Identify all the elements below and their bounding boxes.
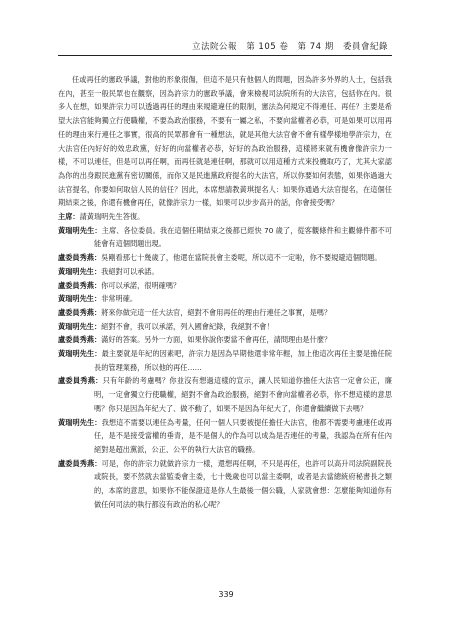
continuation-paragraph — [58, 73, 392, 210]
speech-text: 吳剛看那七十幾歲了，他還在當院長會主委呢，所以這不一定啦，你不要規避這個問題。 — [101, 253, 382, 263]
speaker-label: 黃瑞明先生： — [58, 225, 102, 235]
speech-paragraph — [58, 224, 392, 251]
speech-text: 我想這不需要以連任為考量，任何一個人只要被提任擔任大法官，他都不需要考慮連任或再任，是不是接受當權的垂青，是不是個人的作為可以成為是否連任的考量，我認為在所有任內絕對是超出黨派，公正、公平的執行大法官的職務。 — [94, 417, 392, 454]
speech-text: 可是，你的許宗力就做許宗力一樣，還想再任啊，不只是再任，也許可以高升司法院副院長或院長，要不然就去當監委會主委，七十幾歲也可以當主委啊，或者是去當總統府秘書長之類的，本席的意思，如果你不能保證這是你人生最後一個公職，人家就會想：怎麼能夠知道你有做任何司法的執行都沒有政治的私心呢？ — [94, 458, 392, 509]
speech-paragraph — [58, 265, 392, 279]
speaker-label: 盧委員秀燕： — [58, 280, 102, 290]
speech-paragraph — [58, 306, 392, 320]
speaker-label: 黃瑞明先生： — [58, 321, 102, 331]
speech-text: 任或再任的憲政爭議，對他的形象很傷，但這不是只有他個人的問題，因為許多外界的人士，包括我在內，甚至一般民眾也在觀察，因為許宗力的憲政爭議，會來檢視司法院所有的大法官，包括你在內。很多人在想，如果許宗力可以透過再任的理由來規避違任的限制，憲法為何規定不得連任、再任？主要是希望大法官能夠獨立行使職權，不要為政治服務，不要有一屬之私，不要向當權者必恭，可是如果可以用再任的理由來行連任之事實，很高的民眾都會有一種想法，就是其他大法官會不會有樣學樣地學許宗力，在大法官任內好好的效忠政黨，好好的向當權者必恭，好好的為政治服務，這樣將來就有機會像許宗力一樣，不可以連任，但是可以再任啊，而再任就是連任啊，那就可以用這種方式來投機取巧了，尤其大家認為你的出身跟民進黨有密切關係，而你又是民進黨政府提名的大法官，所以你要如何表態，如果你過過大法官提名，你要如何取信人民的信任？因此，本席想請教黃琪提名人：如果你通過大法官提名，在這個任期結束之後，你還有機會再任，就像許宗力一樣，如果可以步步高升的話，你會接受嗎？ — [58, 75, 392, 208]
speech-paragraph — [58, 347, 392, 374]
speech-text: 我絕對可以承諾。 — [101, 266, 159, 276]
speech-text: 將來你做完這一任大法官，絕對不會用再任的理由行連任之事實，是嗎？ — [101, 307, 332, 317]
speech-text: 請黃瑞明先生答復。 — [79, 212, 145, 222]
speaker-label: 盧委員秀燕： — [58, 458, 102, 468]
issue-number: 第 74 期 — [297, 42, 334, 52]
header-rule — [58, 55, 392, 56]
section-title: 委員會紀錄 — [342, 42, 388, 52]
speech-text: 滿好的答案。另外一方面，如果你說你要當不會再任，請問理由是什麼？ — [101, 335, 332, 345]
speaker-label: 黃瑞明先生： — [58, 349, 102, 359]
speech-paragraph — [58, 292, 392, 306]
speaker-label: 盧委員秀燕： — [58, 253, 102, 263]
speaker-label: 盧委員秀燕： — [58, 307, 102, 317]
speech-text: 非常明確。 — [101, 294, 138, 304]
speech-paragraph — [58, 320, 392, 334]
speech-text: 主席、各位委員。我在這個任期結束之後都已經快 70 歲了，從客觀條件和主觀條件都不可能會有這個問題出現。 — [94, 225, 392, 249]
publication-name: 立法院公報 — [191, 42, 237, 52]
speaker-label: 黃瑞明先生： — [58, 266, 102, 276]
speaker-label: 黃瑞明先生： — [58, 417, 102, 427]
volume-number: 第 105 卷 — [246, 42, 289, 52]
speaker-label: 盧委員秀燕： — [58, 335, 102, 345]
speech-paragraph — [58, 279, 392, 293]
speaker-label: 盧委員秀燕： — [58, 376, 103, 386]
speech-paragraph — [58, 333, 392, 347]
speech-paragraph — [58, 251, 392, 265]
speech-text: 你可以承諾，很明確嗎？ — [101, 280, 181, 290]
speech-text: 絕對不會，我可以承諾，列入國會紀錄，我絕對不會！ — [101, 321, 274, 331]
speech-paragraph — [58, 457, 392, 512]
speech-text: 只有年齡的考慮嗎？你並沒有想過這樣的宣示，讓人民知道你擔任大法官一定會公正，廉明，一定會獨立行使職權，絕對不會為政治服務，絕對不會向當權者必恭，你不想這樣的意思嗎？你只是因為年紀大了、做不動了，如果不是因為年紀大了，你還會繼續做下去嗎？ — [94, 376, 392, 413]
speech-text: 最主要就是年紀的因素吧，許宗力是因為早期他還非常年輕，加上他這次再任主要是擔任院長的管理業務，所以他的再任…… — [94, 349, 392, 372]
speech-paragraph — [58, 416, 392, 457]
speech-paragraph — [58, 374, 392, 415]
speaker-label: 主席： — [58, 212, 80, 222]
page-header — [186, 40, 388, 52]
transcript-body — [58, 73, 392, 512]
speaker-label: 黃瑞明先生： — [58, 294, 102, 304]
speech-paragraph — [58, 210, 392, 224]
page-number: 339 — [218, 590, 234, 599]
